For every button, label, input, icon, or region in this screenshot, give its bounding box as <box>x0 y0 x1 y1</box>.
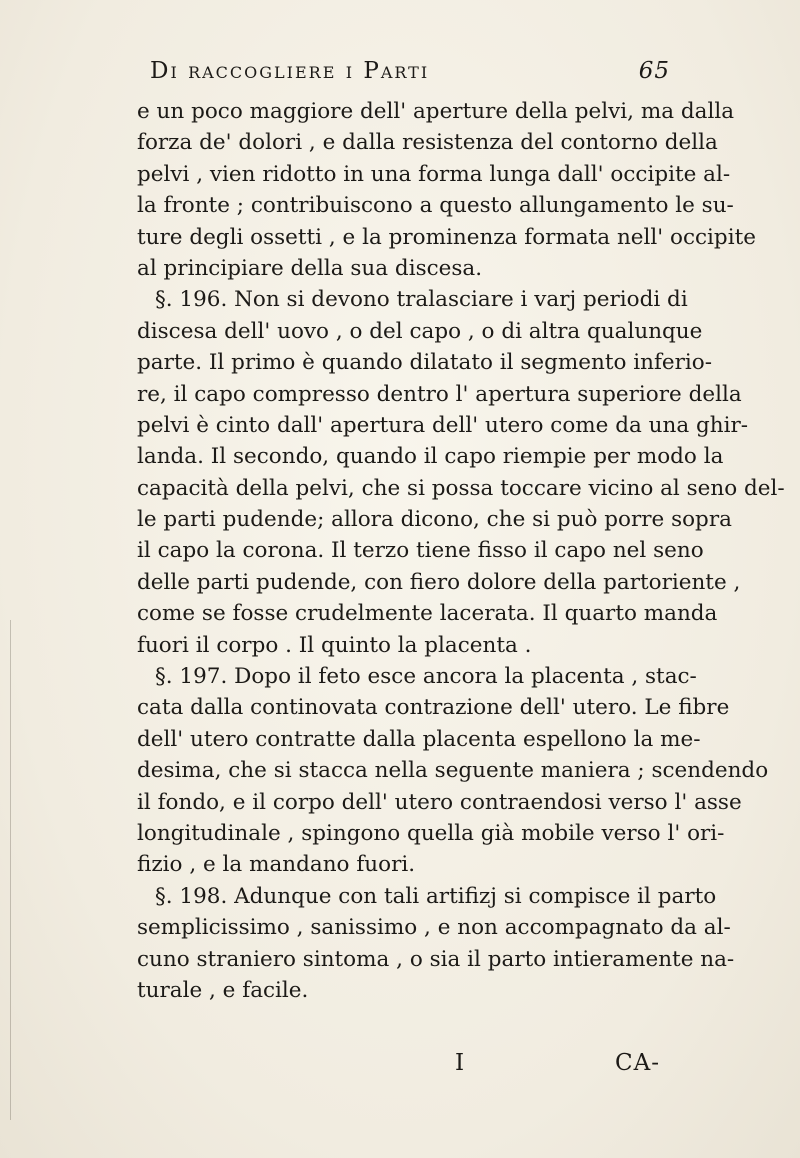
text-line: cuno straniero sintoma , o sia il parto intieramente na- <box>137 946 735 972</box>
text-line: capacità della pelvi, che si possa toccare vicino al seno del- <box>137 475 785 501</box>
text-line: forza de' dolori , e dalla resistenza del contorno della <box>137 130 718 156</box>
page-footer <box>0 1050 800 1080</box>
text-line: ture degli ossetti , e la prominenza formata nell' occipite <box>137 224 756 250</box>
catchword: CA- <box>615 1050 660 1076</box>
paragraph-198-start: §. 198. Adunque con tali artifizj si compisce il parto <box>155 883 717 909</box>
text-line: turale , e facile. <box>137 977 309 1003</box>
text-line: desima, che si stacca nella seguente maniera ; scendendo <box>137 758 769 784</box>
text-line: e un poco maggiore dell' aperture della pelvi, ma dalla <box>137 99 735 124</box>
text-line: semplicissimo , sanissimo , e non accompagnato da al- <box>137 915 731 941</box>
page-number: 65 <box>638 58 670 84</box>
page-header <box>150 58 670 88</box>
text-line: dell' utero contratte dalla placenta espellono la me- <box>137 726 701 752</box>
text-line: cata dalla continovata contrazione dell' utero. Le fibre <box>137 695 730 721</box>
text-line: al principiare della sua discesa. <box>137 255 483 281</box>
signature-mark: I <box>455 1050 465 1076</box>
text-line: la fronte ; contribuiscono a questo allungamento le su- <box>137 193 734 219</box>
paragraph-196-start: §. 196. Non si devono tralasciare i varj periodi di <box>155 287 688 313</box>
body-text <box>137 96 785 1006</box>
text-line: pelvi , vien ridotto in una forma lunga dall' occipite al- <box>137 161 731 187</box>
text-line: discesa dell' uovo , o del capo , o di altra qualunque <box>137 318 703 344</box>
text-line: delle parti pudende, con fiero dolore della partoriente , <box>137 569 741 595</box>
text-line: parte. Il primo è quando dilatato il segmento inferio- <box>137 350 713 376</box>
text-line: fizio , e la mandano fuori. <box>137 852 416 878</box>
text-line: fuori il corpo . Il quinto la placenta . <box>137 632 532 658</box>
text-line: le parti pudende; allora dicono, che si può porre sopra <box>137 507 732 533</box>
paragraph-197-start: §. 197. Dopo il feto esce ancora la placenta , stac- <box>155 664 697 690</box>
running-title: Di raccogliere i Parti <box>150 58 430 84</box>
text-line: landa. Il secondo, quando il capo riempie per modo la <box>137 444 724 470</box>
text-line: pelvi è cinto dall' apertura dell' utero come da una ghir- <box>137 412 749 438</box>
text-line: il fondo, e il corpo dell' utero contraendosi verso l' asse <box>137 789 742 815</box>
text-line: longitudinale , spingono quella già mobile verso l' ori- <box>137 820 725 846</box>
text-line: re, il capo compresso dentro l' apertura superiore della <box>137 381 742 407</box>
text-line: come se fosse crudelmente lacerata. Il quarto manda <box>137 601 718 627</box>
page-edge-shadow <box>10 620 11 1120</box>
text-line: il capo la corona. Il terzo tiene fisso il capo nel seno <box>137 538 704 564</box>
